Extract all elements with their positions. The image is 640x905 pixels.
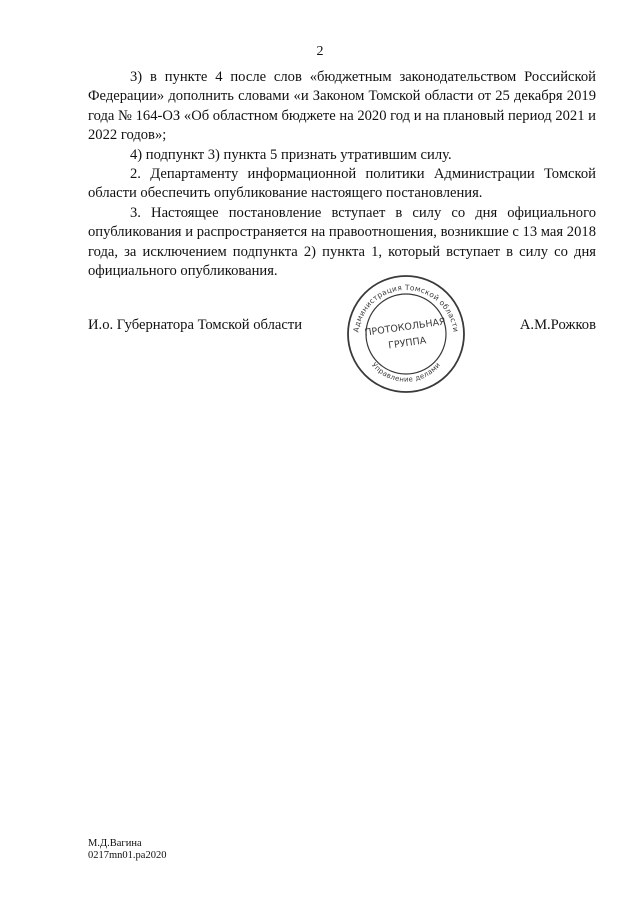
- signatory-name: А.М.Рожков: [519, 317, 596, 333]
- document-body: [88, 68, 596, 281]
- page-number: 2: [316, 44, 324, 59]
- signatory-position: И.о. Губернатора Томской области: [88, 317, 303, 333]
- stamp-outer-text: Администрация Томской области: [351, 282, 461, 333]
- paragraph-item-3-subpoint-4: 4) подпункт 3) пункта 5 признать утратившим силу.: [130, 146, 452, 163]
- document-footer: [88, 838, 166, 862]
- footer-doc-code: 0217mn01.pa2020: [88, 850, 167, 861]
- paragraph-item-3-subpoint-3: 3) в пункте 4 после слов «бюджетным законодательством Российской Федерации» дополнить словами «и Законом Томской области от 25 декабря 2019 года № 164-ОЗ «Об областном бюджете на 2020 год и на плановый период 2021 и 2022 годов»;: [88, 69, 596, 144]
- stamp-center-line2: ГРУППА: [387, 335, 427, 352]
- stamp-bottom-text: Управление делами: [369, 361, 443, 384]
- footer-author: М.Д.Вагина: [88, 838, 142, 849]
- stamp-center-line1: ПРОТОКОЛЬНАЯ: [363, 316, 447, 339]
- paragraph-point-3: 3. Настоящее постановление вступает в силу со дня официального опубликования и распространяется на правоотношения, возникшие с 13 мая 2018 года, за исключением подпункта 2) пункта 1, который вступает в силу со дня официального опубликования.: [88, 204, 596, 280]
- signature-block: [88, 317, 596, 337]
- paragraph-point-2: 2. Департаменту информационной политики Администрации Томской области обеспечить опубликование настоящего постановления.: [88, 166, 596, 202]
